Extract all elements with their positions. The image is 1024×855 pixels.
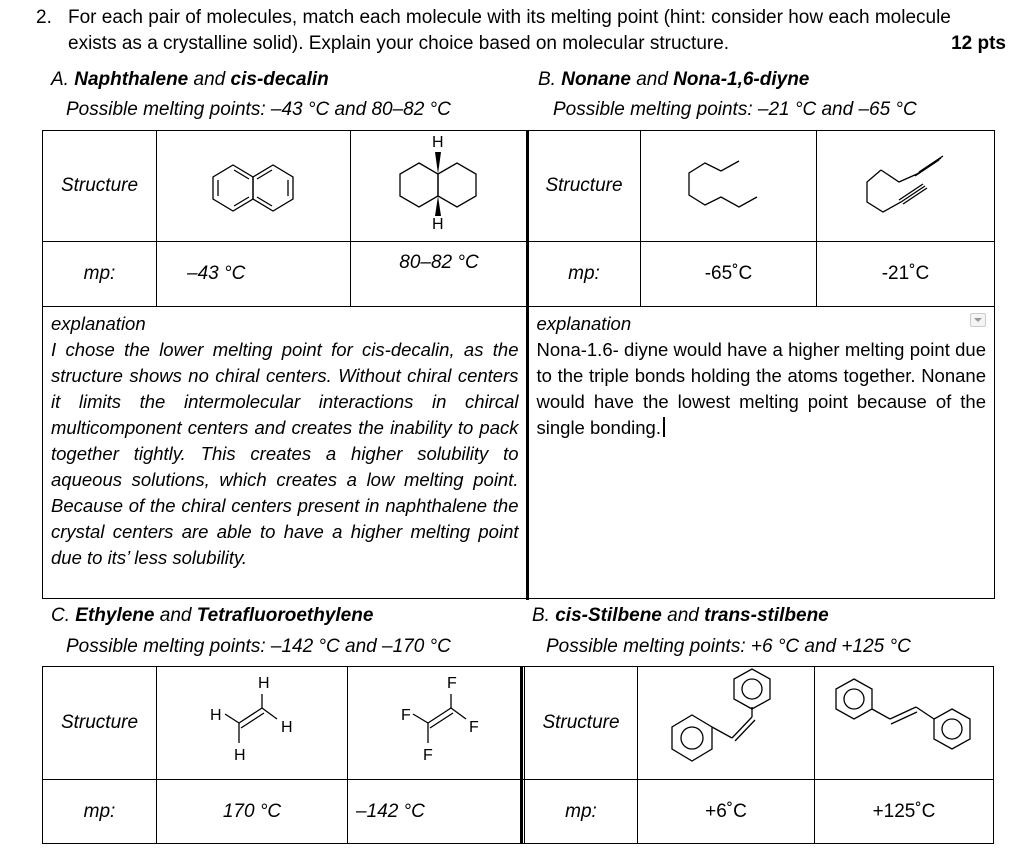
part-b-mp2: -21˚C [817, 242, 995, 307]
dropdown-icon[interactable] [970, 313, 986, 327]
tetrafluoroethylene-structure [348, 667, 525, 780]
tfe-f2: F [401, 707, 411, 724]
naphthalene-structure [157, 131, 351, 242]
ethylene-drawing [197, 670, 307, 770]
decalin-h-top: H [432, 134, 444, 151]
decalin-h-bottom: H [432, 216, 444, 233]
part-b-mp-label: mp: [528, 242, 641, 307]
part-b-title: B. Nonane and Nona-1,6-diyne [538, 69, 810, 90]
tfe-f4: F [423, 747, 433, 764]
cis-stilbene-structure [638, 667, 815, 780]
ethylene-h4: H [234, 747, 246, 764]
part-c-title: C. Ethylene and Tetrafluoroethylene [51, 605, 374, 626]
part-b-mp1: -65˚C [641, 242, 817, 307]
question-points: 12 pts [951, 33, 1006, 54]
part-a-mp1: –43 °C [157, 242, 351, 307]
part-a-structure-label: Structure [43, 131, 157, 242]
part-a-possible-mp: Possible melting points: –43 °C and 80–82 °C [66, 99, 451, 120]
text-cursor [663, 417, 665, 437]
question-text-line2: exists as a crystalline solid). Explain your choice based on molecular structure. [68, 33, 730, 54]
part-b-explanation-label: explanation [536, 313, 632, 334]
ethylene-structure [157, 667, 348, 780]
cis-decalin-structure [351, 131, 528, 242]
part-b-explanation-cell[interactable] [528, 307, 995, 599]
question-number: 2. [36, 7, 52, 28]
cis-stilbene-drawing [656, 667, 796, 773]
cis-decalin-drawing [379, 133, 499, 233]
table-divider-top [526, 130, 529, 600]
part-a-title: A. Naphthalene and cis-decalin [51, 69, 329, 90]
part-c-mp-label: mp: [43, 780, 157, 844]
part-b-possible-mp: Possible melting points: –21 °C and –65 °C [553, 99, 917, 120]
nonane-drawing [669, 143, 789, 223]
part-a-mp-label: mp: [43, 242, 157, 307]
nonadiyne-structure [817, 131, 995, 242]
table-divider-bottom [520, 666, 523, 843]
trans-stilbene-structure [815, 667, 994, 780]
part-a-explanation-cell[interactable] [43, 307, 528, 599]
part-d-mp2: +125˚C [815, 780, 994, 844]
part-c-mp2: –142 °C [348, 780, 525, 844]
tfe-f1: F [447, 675, 457, 692]
ethylene-h2: H [210, 707, 222, 724]
nonadiyne-drawing [841, 138, 971, 228]
ethylene-h1: H [258, 675, 270, 692]
part-cd-table [42, 666, 994, 844]
part-b-explanation-text: Nona-1.6- diyne would have a higher melting point due to the triple bonds holding the atoms together. Nonane would have the lowest melting point because of the single bonding. [536, 339, 986, 438]
ethylene-h3: H [281, 719, 293, 736]
part-b-structure-label: Structure [528, 131, 641, 242]
part-d-mp-label: mp: [525, 780, 638, 844]
part-d-possible-mp: Possible melting points: +6 °C and +125 °C [546, 636, 911, 657]
tetrafluoroethylene-drawing [381, 670, 491, 770]
part-d-mp1: +6˚C [638, 780, 815, 844]
naphthalene-drawing [194, 143, 314, 223]
part-c-mp1: 170 °C [157, 780, 348, 844]
part-a-explanation-label: explanation [51, 313, 146, 334]
part-a-table [42, 130, 995, 599]
part-c-possible-mp: Possible melting points: –142 °C and –170 °C [66, 636, 451, 657]
part-d-title: B. cis-Stilbene and trans-stilbene [532, 605, 829, 626]
tfe-f3: F [469, 719, 479, 736]
part-c-structure-label: Structure [43, 667, 157, 780]
nonane-structure [641, 131, 817, 242]
part-d-structure-label: Structure [525, 667, 638, 780]
question-text-line1: For each pair of molecules, match each molecule with its melting point (hint: consider how each molecule [68, 7, 951, 28]
trans-stilbene-drawing [824, 667, 984, 773]
part-a-mp2: 80–82 °C [351, 242, 528, 307]
part-a-explanation-text: I chose the lower melting point for cis-decalin, as the structure shows no chiral centers. Without chiral centers it limits the intermolecular interactions in chircal multicomponent centers and creates the inability to pack together tightly. This creates a higher solubility to aqueous solutions, which creates a low melting point. Because of the chiral centers present in naphthalene the crystal centers are able to have a higher melting point due to its’ less solubility. [51, 339, 519, 568]
